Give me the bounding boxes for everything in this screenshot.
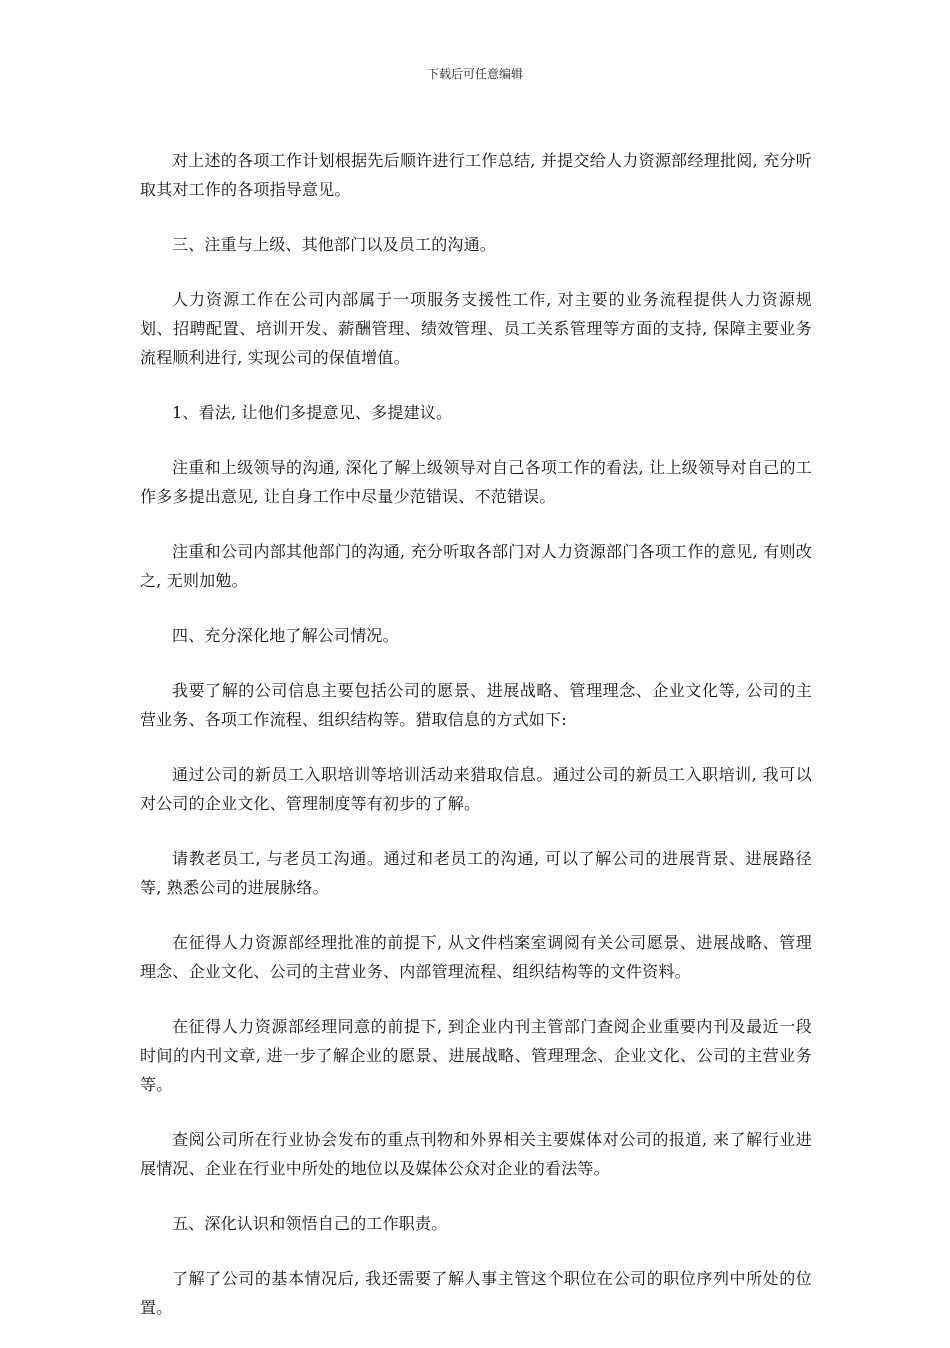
paragraph: 我要了解的公司信息主要包括公司的愿景、进展战略、管理理念、企业文化等, 公司的主营业务、各项工作流程、组织结构等。猎取信息的方式如下: xyxy=(140,681,812,729)
paragraph: 通过公司的新员工入职培训等培训活动来猎取信息。通过公司的新员工入职培训, 我可以对公司的企业文化、管理制度等有初步的了解。 xyxy=(140,765,812,813)
paragraph: 人力资源工作在公司内部属于一项服务支援性工作, 对主要的业务流程提供人力资源规划、招聘配置、培训开发、薪酬管理、绩效管理、员工关系管理等方面的支持, 保障主要业务流程顺利进行, 实现公司的保值增值。 xyxy=(140,290,812,367)
paragraph: 在征得人力资源部经理批准的前提下, 从文件档案室调阅有关公司愿景、进展战略、管理理念、企业文化、公司的主营业务、内部管理流程、组织结构等的文件资料。 xyxy=(140,933,812,981)
section-heading: 三、注重与上级、其他部门以及员工的沟通。 xyxy=(172,235,497,254)
list-item: 1、看法, 让他们多提意见、多提建议。 xyxy=(172,403,453,422)
section-heading: 五、深化认识和领悟自己的工作职责。 xyxy=(172,1214,448,1233)
paragraph: 注重和公司内部其他部门的沟通, 充分听取各部门对人力资源部门各项工作的意见, 有则改之, 无则加勉。 xyxy=(140,542,812,590)
section-heading: 四、充分深化地了解公司情况。 xyxy=(172,626,399,645)
paragraph: 对上述的各项工作计划根据先后顺许进行工作总结, 并提交给人力资源部经理批阅, 充分听取其对工作的各项指导意见。 xyxy=(140,151,812,199)
page-header: 下载后可任意编辑 xyxy=(426,67,523,81)
paragraph: 了解了公司的基本情况后, 我还需要了解人事主管这个职位在公司的职位序列中所处的位置。 xyxy=(140,1269,812,1317)
paragraph: 注重和上级领导的沟通, 深化了解上级领导对自己各项工作的看法, 让上级领导对自己的工作多多提出意见, 让自身工作中尽量少范错误、不范错误。 xyxy=(140,458,812,506)
document-body xyxy=(140,146,812,1348)
paragraph: 查阅公司所在行业协会发布的重点刊物和外界相关主要媒体对公司的报道, 来了解行业进展情况、企业在行业中所处的地位以及媒体公众对企业的看法等。 xyxy=(140,1130,812,1178)
paragraph: 请教老员工, 与老员工沟通。通过和老员工的沟通, 可以了解公司的进展背景、进展路径等, 熟悉公司的进展脉络。 xyxy=(140,849,812,897)
paragraph: 在征得人力资源部经理同意的前提下, 到企业内刊主管部门查阅企业重要内刊及最近一段时间的内刊文章, 进一步了解企业的愿景、进展战略、管理理念、企业文化、公司的主营业务等。 xyxy=(140,1017,812,1094)
